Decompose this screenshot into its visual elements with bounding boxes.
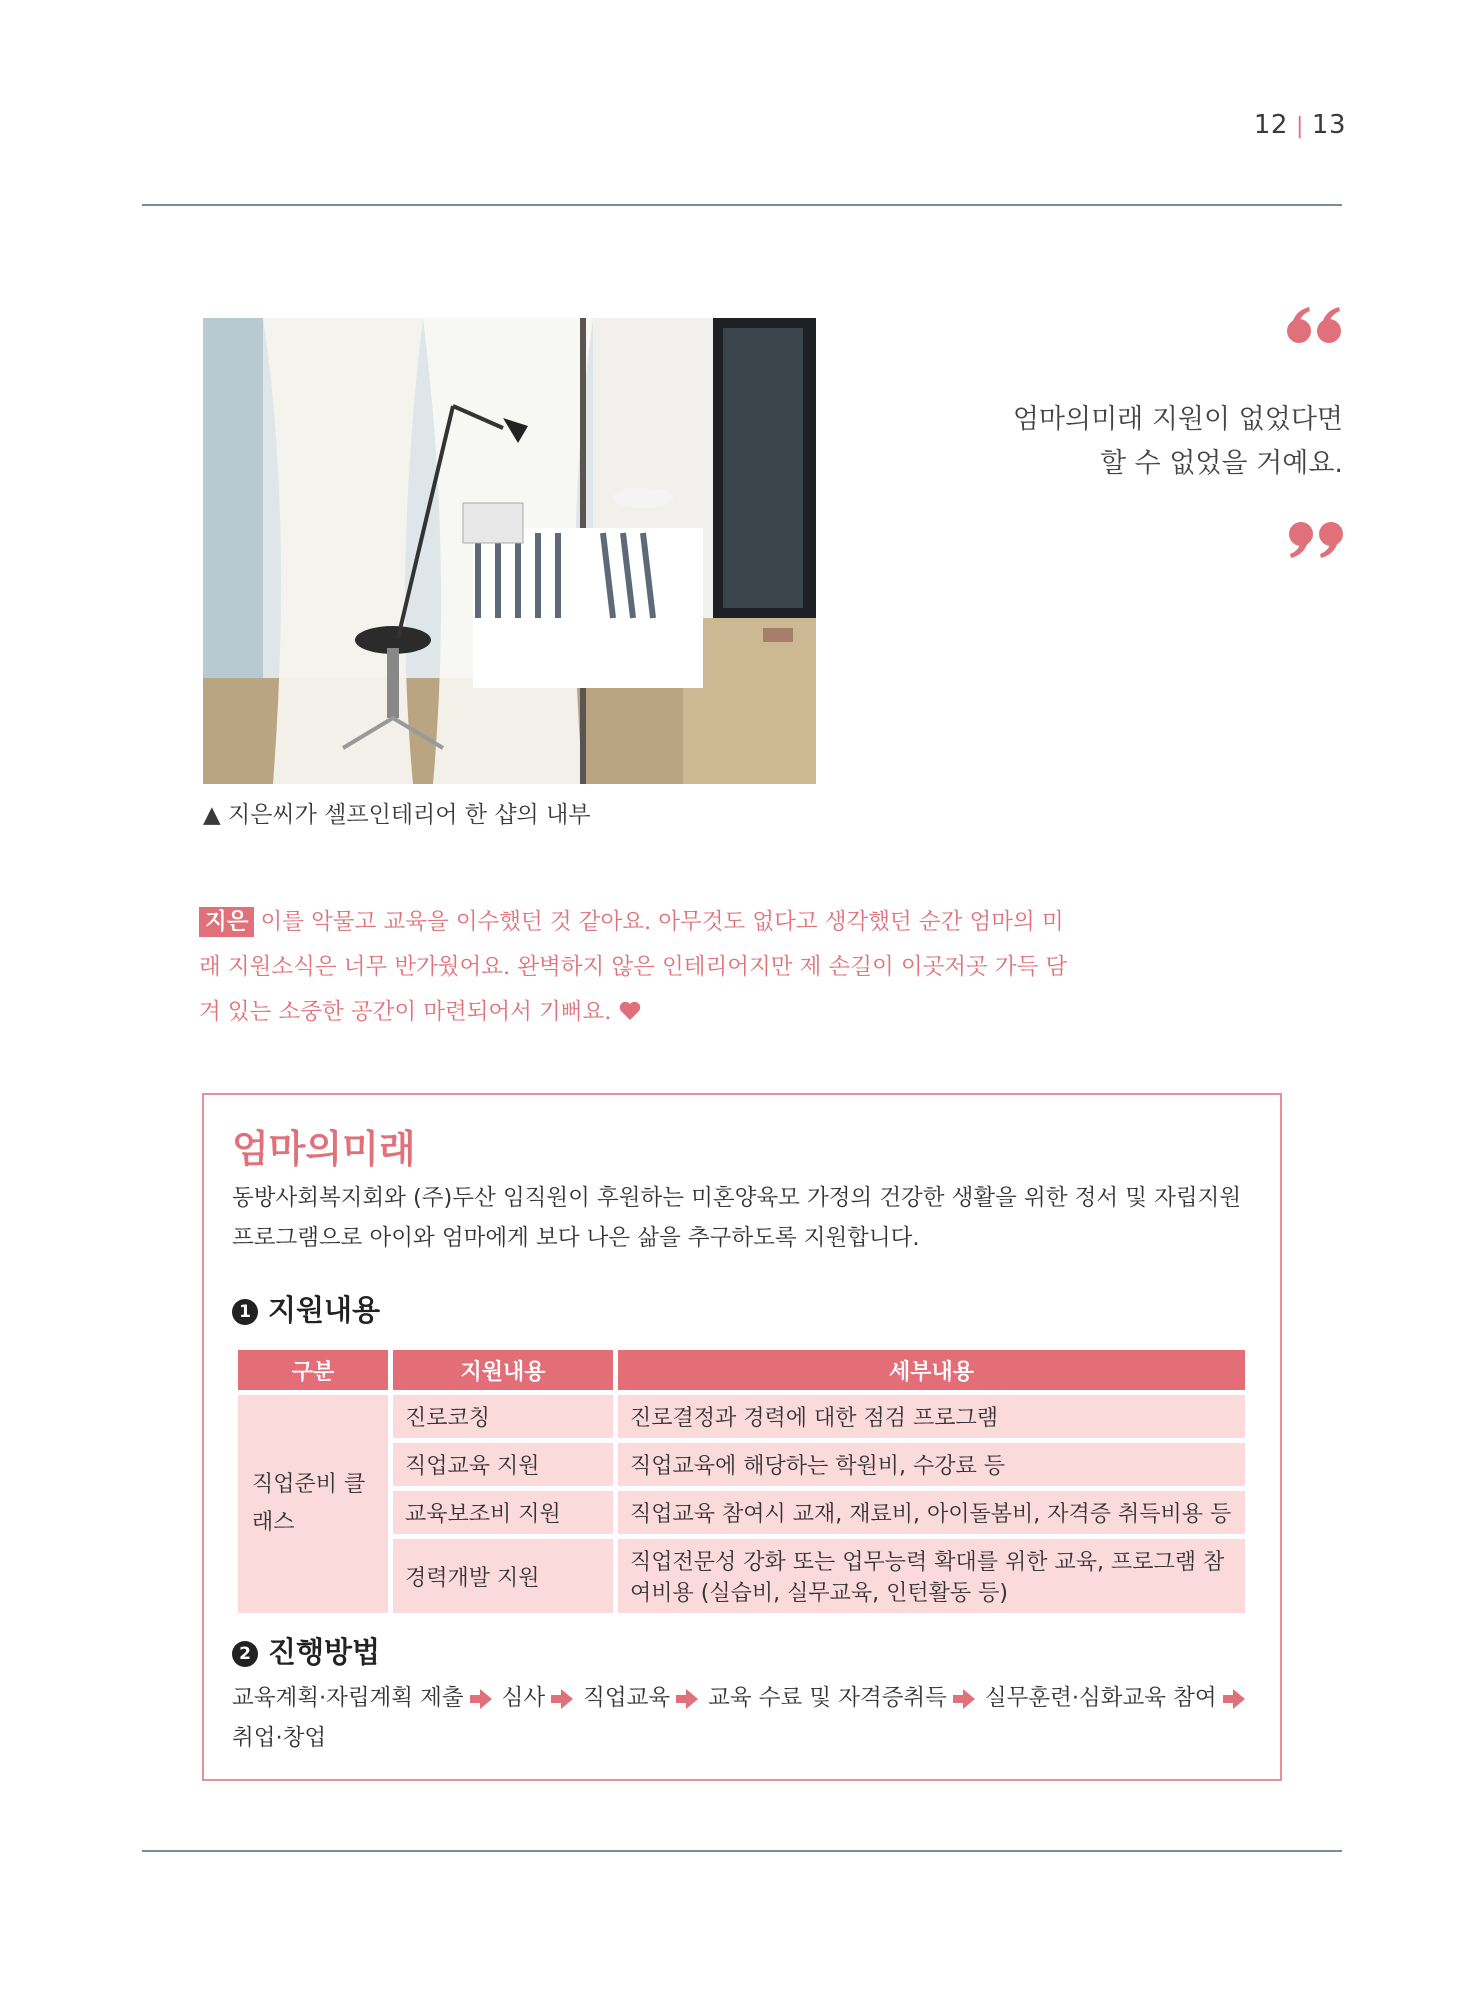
program-description: 동방사회복지회와 (주)두산 임직원이 후원하는 미혼양육모 가정의 건강한 생활을 위한 정서 및 자립지원 프로그램으로 아이와 엄마에게 보다 나은 삶을 추구하도록 지원합니다. (232, 1185, 1242, 1251)
process-step: 실무훈련·심화교육 참여 (984, 1685, 1217, 1711)
page-number-separator: | (1295, 114, 1304, 139)
table-header-row (238, 1350, 1245, 1390)
interview-text: 이를 악물고 교육을 이수했던 것 같아요. 아무것도 없다고 생각했던 순간 엄마의 미래 지원소식은 너무 반가웠어요. 완벽하지 않은 인테리어지만 제 손길이 이곳저곳 가득 담겨 있는 소중한 공간이 마련되어서 기뻐요. (199, 909, 1068, 1025)
process-step: 직업교육 (583, 1685, 671, 1711)
table-row (238, 1443, 1245, 1486)
table-cell-detail: 직업교육 참여시 교재, 재료비, 아이돌봄비, 자격증 취득비용 등 (618, 1491, 1245, 1534)
section-support-title: 지원내용 (268, 1293, 381, 1327)
table-cell-detail: 직업교육에 해당하는 학원비, 수강료 등 (618, 1443, 1245, 1486)
section-number-2: 2 (232, 1641, 258, 1667)
table-header: 세부내용 (618, 1350, 1245, 1390)
process-step: 심사 (501, 1685, 546, 1711)
arrow-right-icon (676, 1689, 698, 1709)
process-step: 취업·창업 (232, 1725, 327, 1751)
table-category-cell: 직업준비 클래스 (238, 1395, 388, 1613)
photo-caption: ▲ 지은씨가 셀프인테리어 한 샵의 내부 (203, 802, 591, 828)
table-cell-item: 경력개발 지원 (393, 1539, 613, 1613)
open-quote-icon (1287, 305, 1343, 349)
arrow-right-icon (470, 1689, 492, 1709)
heart-icon (619, 1001, 641, 1021)
table-row (238, 1539, 1245, 1613)
table-cell-item: 직업교육 지원 (393, 1443, 613, 1486)
bottom-rule (142, 1850, 1342, 1852)
support-table (233, 1345, 1250, 1618)
section-process-title: 진행방법 (268, 1635, 381, 1669)
arrow-right-icon (953, 1689, 975, 1709)
pull-quote (843, 398, 1343, 486)
table-cell-detail: 진로결정과 경력에 대한 점검 프로그램 (618, 1395, 1245, 1438)
shop-interior-photo (203, 318, 816, 784)
section-support-heading (232, 1288, 380, 1329)
section-process-heading (232, 1630, 380, 1671)
table-header: 구분 (238, 1350, 388, 1390)
table-cell-detail: 직업전문성 강화 또는 업무능력 확대를 위한 교육, 프로그램 참여비용 (실습비, 실무교육, 인턴활동 등) (618, 1539, 1245, 1613)
table-row (238, 1395, 1245, 1438)
program-title: 엄마의미래 (232, 1127, 416, 1171)
close-quote-icon (1287, 520, 1343, 564)
process-step: 교육 수료 및 자격증취득 (708, 1685, 947, 1711)
process-steps (232, 1678, 1272, 1758)
interview-quote (199, 900, 1079, 1035)
table-cell-item: 진로코칭 (393, 1395, 613, 1438)
page-number (1254, 110, 1346, 140)
table-cell-item: 교육보조비 지원 (393, 1491, 613, 1534)
process-step: 교육계획·자립계획 제출 (232, 1685, 464, 1711)
speaker-tag: 지은 (199, 907, 254, 937)
pull-quote-line-1: 엄마의미래 지원이 없었다면 (1012, 404, 1343, 435)
page-number-right: 13 (1311, 110, 1346, 140)
table-header: 지원내용 (393, 1350, 613, 1390)
page-number-left: 12 (1253, 110, 1288, 140)
section-number-1: 1 (232, 1299, 258, 1325)
arrow-right-icon (551, 1689, 573, 1709)
pull-quote-line-2: 할 수 없었을 거예요. (1100, 448, 1343, 479)
arrow-right-icon (1223, 1689, 1245, 1709)
table-row (238, 1491, 1245, 1534)
top-rule (142, 204, 1342, 206)
